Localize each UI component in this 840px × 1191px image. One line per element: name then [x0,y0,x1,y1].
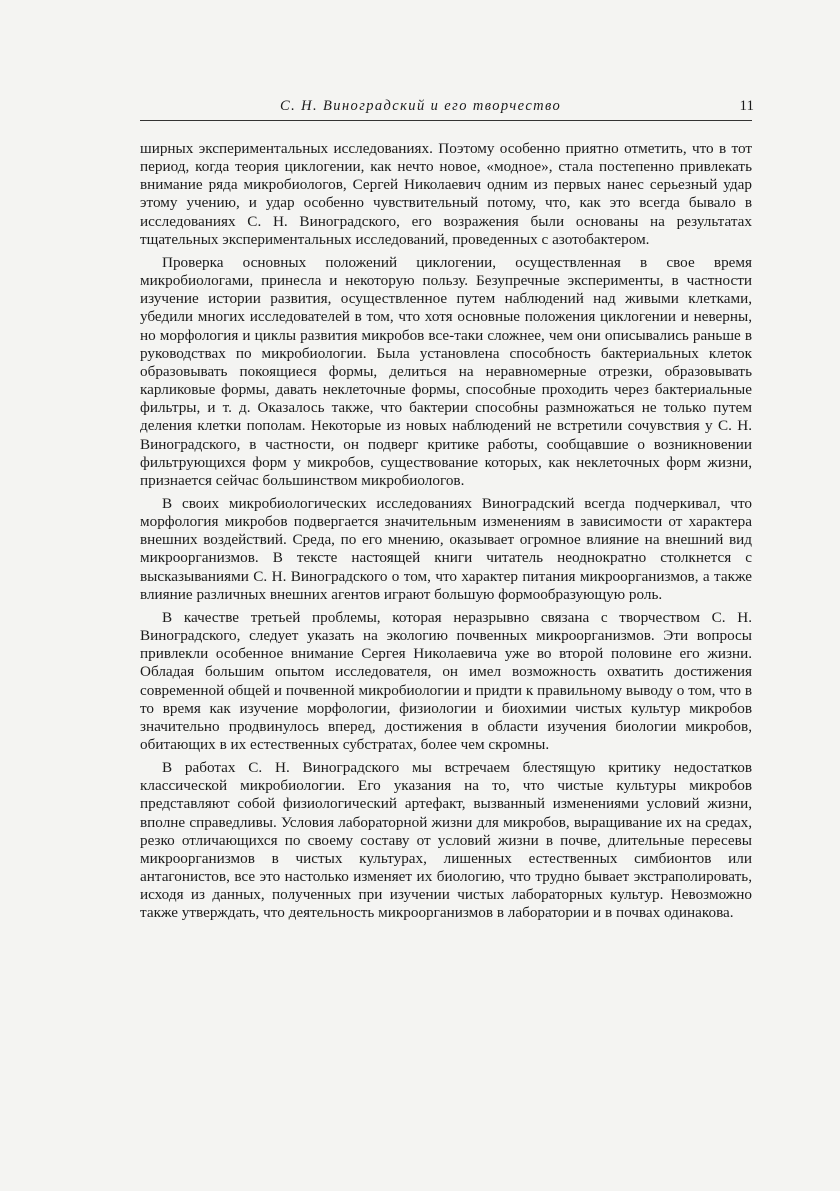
body-text [140,140,752,928]
paragraph-ecology: В качестве третьей проблемы, которая неразрывно связана с творчеством С. Н. Виноградского, следует указать на экологию почвенных микроорганизмов. Эти вопросы привлекли особенное внимание Сергея Николаевича уже во второй половине его жизни. Обладая большим опытом исследователя, он имел возможность охватить достижения современной общей и почвенной микробиологии и придти к правильному выводу о том, что в то время как изучение морфологии, физиологии и биохимии чистых культур микробов значительно продвинулось вперед, достижения в области изучения биологии микробов, обитающих в их естественных субстратах, более чем скромны. [140,608,752,753]
running-head [140,96,752,121]
running-title: С. Н. Виноградский и его творчество [280,98,562,114]
paragraph-cyclogeny-check: Проверка основных положений циклогении, осуществленная в свое время микробиологами, принесла и некоторую пользу. Безупречные эксперименты, в частности изучение истории развития, осуществленное путем наблюдений над живыми клетками, убедили многих исследователей в том, что хотя основные положения циклогении и неверны, но морфология и циклы развития микробов все-таки сложнее, чем они описывались раньше в руководствах по микробиологии. Была установлена способность бактериальных клеток образовывать покоящиеся формы, делиться на неравномерные отрезки, образовывать карликовые формы, давать неклеточные формы, способные проходить через бактериальные фильтры, и т. д. Оказалось также, что бактерии способны размножаться не только путем деления клетки пополам. Некоторые из новых наблюдений не встретили сочувствия у С. Н. Виноградского, в частности, он подверг критике работы, сообщавшие о возникновении фильтрующихся форм у микробов, существование которых, как неклеточных форм жизни, признается сейчас большинством микробиологов. [140,253,752,489]
paragraph-morphology: В своих микробиологических исследованиях Виноградский всегда подчеркивал, что морфология микробов подвергается значительным изменениям в зависимости от характера внешних воздействий. Среда, по его мнению, оказывает огромное влияние на внешний вид микроорганизмов. В тексте настоящей книги читатель неоднократно столкнется с высказываниями С. Н. Виноградского о том, что характер питания микроорганизмов, а также влияние различных внешних агентов играют большую формообразующую роль. [140,494,752,603]
page-number: 11 [739,98,754,114]
paragraph-critique: В работах С. Н. Виноградского мы встречаем блестящую критику недостатков классической микробиологии. Его указания на то, что чистые культуры микробов представляют собой физиологический артефакт, вызванный изменениями условий жизни, вполне справедливы. Условия лабораторной жизни для микробов, выращивание их на средах, резко отличающихся по своему составу от условий жизни в почве, длительные пересевы микроорганизмов в чистых культурах, лишенных естественных симбионтов или антагонистов, все это настолько изменяет их биологию, что трудно бывает экстраполировать, исходя из данных, полученных при изучении чистых лабораторных культур. Невозможно также утверждать, что деятельность микроорганизмов в лаборатории и в почвах одинакова. [140,759,752,922]
paragraph-continuation: ширных экспериментальных исследованиях. Поэтому особенно приятно отметить, что в тот период, когда теория циклогении, как нечто новое, «модное», стала постепенно привлекать внимание ряда микробиологов, Сергей Николаевич одним из первых нанес серьезный удар этому учению, и удар особенно чувствительный потому, что, как это всегда бывало в исследованиях С. Н. Виноградского, его возражения были основаны на результатах тщательных экспериментальных исследований, проведенных с азотобактером. [140,140,752,248]
